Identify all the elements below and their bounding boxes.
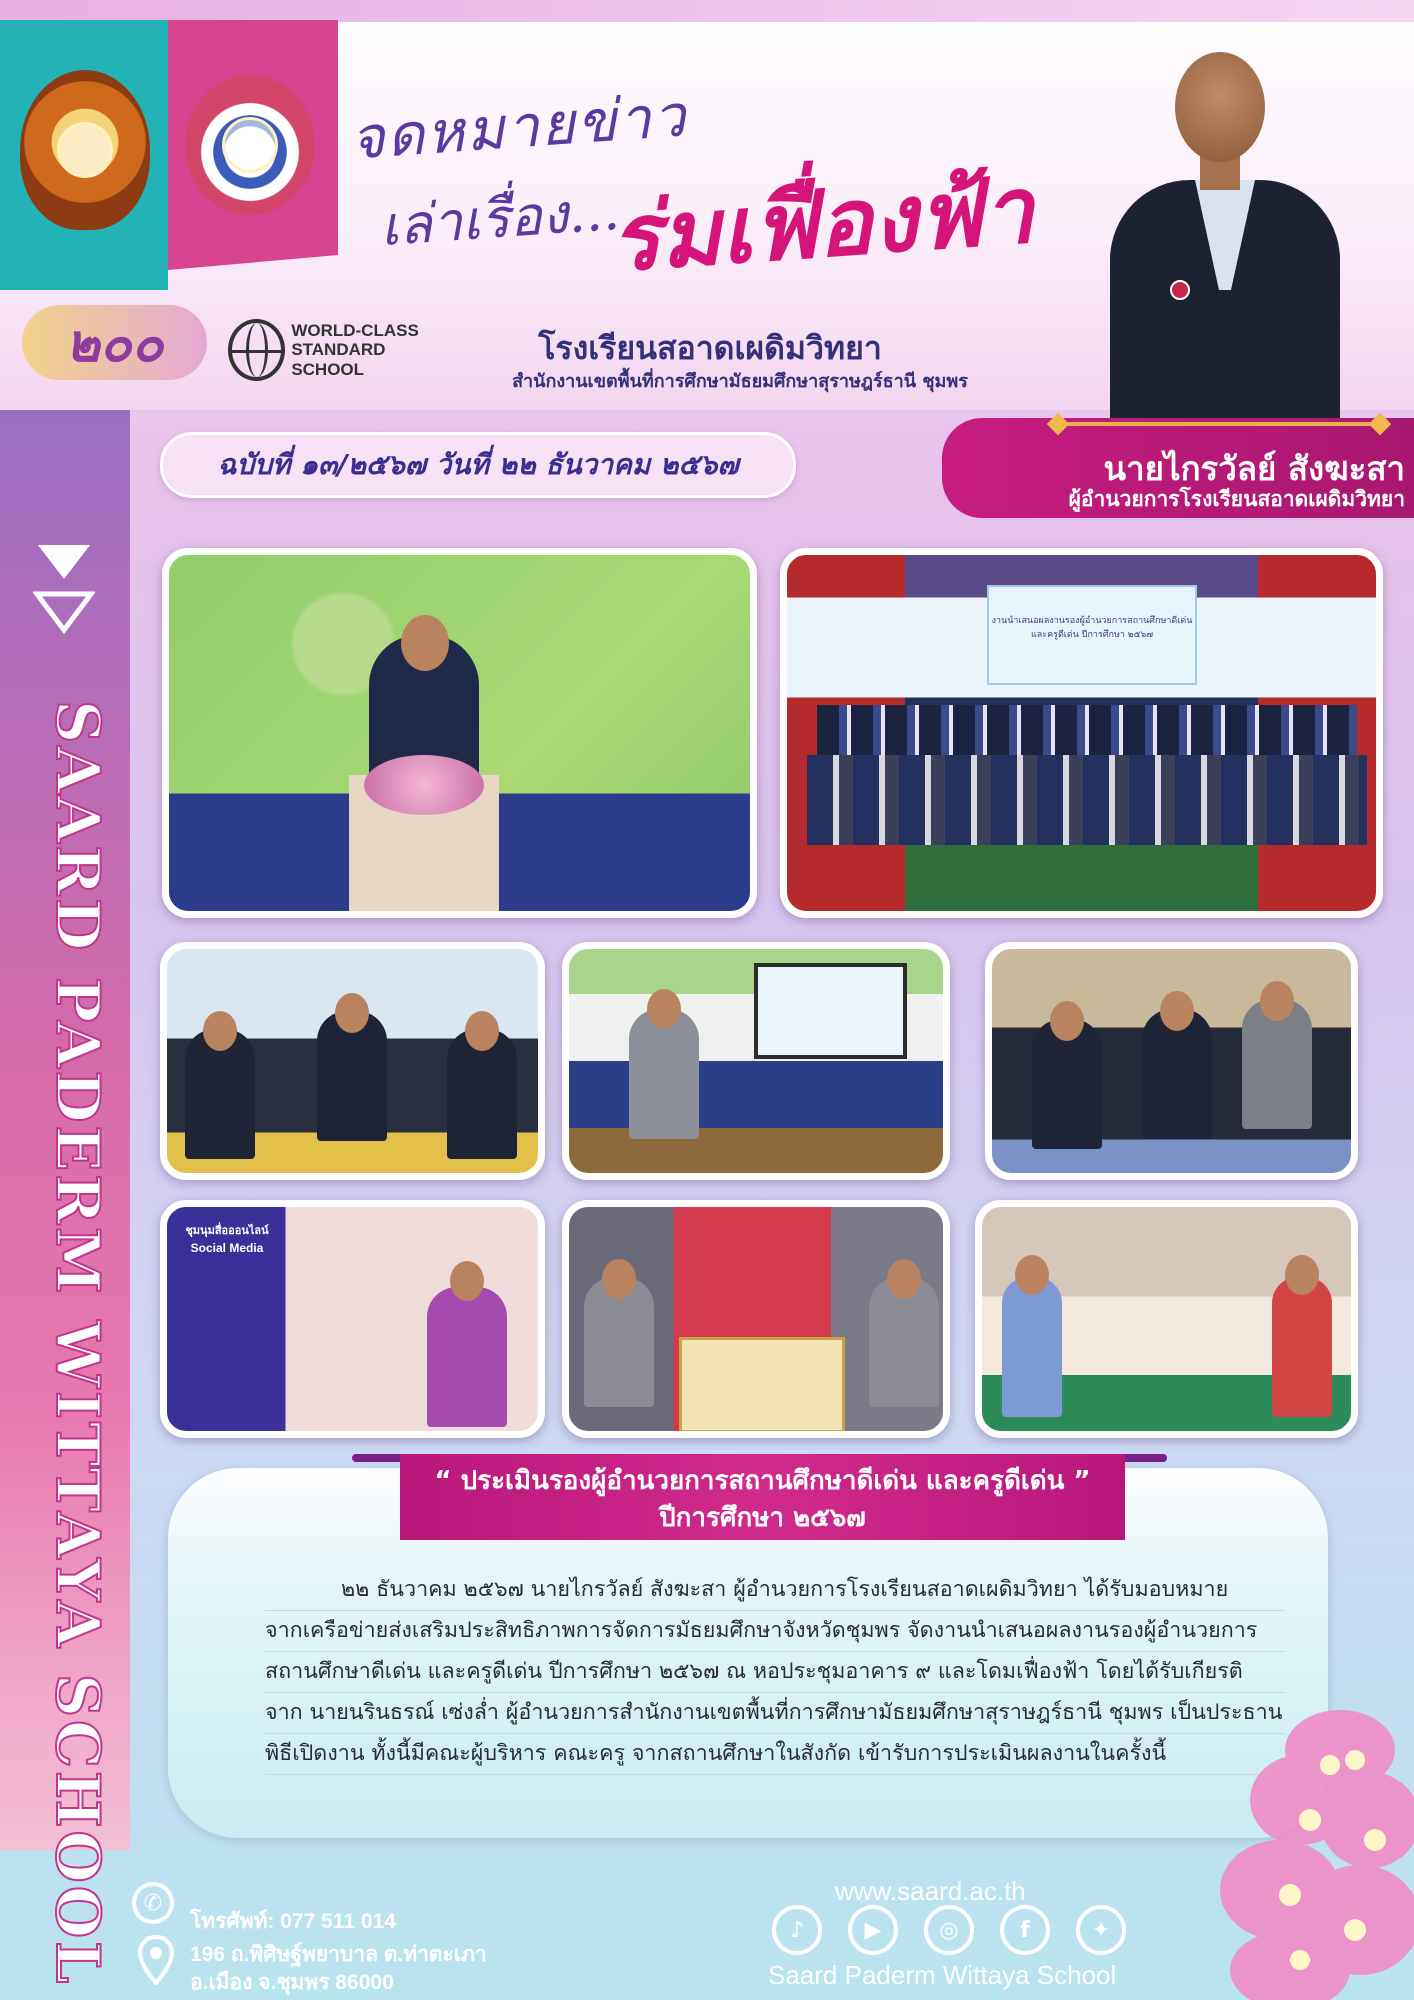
chevron-down-icon bbox=[38, 545, 90, 579]
footer-address-line1: 196 ถ.พิศิษฐ์พยาบาล ต.ท่าตะเภา bbox=[190, 1943, 487, 1966]
footer-address-line2: อ.เมือง จ.ชุมพร 86000 bbox=[190, 1971, 394, 1994]
bougainvillea-flower-icon bbox=[1180, 1690, 1414, 2000]
school-name: โรงเรียนสอาดเผดิมวิทยา bbox=[538, 329, 882, 367]
photo-certificate-table bbox=[975, 1200, 1358, 1438]
tiktok-icon[interactable]: ♪ bbox=[772, 1905, 822, 1955]
news-paragraph-line: ๒๒ ธันวาคม ๒๕๖๗ นายไกรวัลย์ สังฆะสา ผู้อำนวยการโรงเรียนสอาดเผดิมวิทยา ได้รับมอบหมาย bbox=[265, 1570, 1285, 1611]
newsletter-title-main: ร่มเฟื่องฟ้า bbox=[606, 155, 1037, 293]
world-class-school-logo bbox=[228, 310, 448, 390]
website-link[interactable]: www.saard.ac.th bbox=[835, 1876, 1026, 1906]
news-body bbox=[265, 1570, 1285, 1775]
stage-banner: งานนำเสนอผลงานรองผู้อำนวยการสถานศึกษาดีเด่น และครูดีเด่น ปีการศึกษา ๒๕๖๗ bbox=[987, 585, 1197, 685]
booth-banner-sub: Social Media bbox=[190, 1241, 264, 1255]
facebook-icon[interactable]: f bbox=[1000, 1905, 1050, 1955]
photo-group-stage bbox=[780, 548, 1383, 918]
twitter-icon[interactable]: ✦ bbox=[1076, 1905, 1126, 1955]
world-class-text: WORLD-CLASS bbox=[291, 320, 419, 340]
director-portrait bbox=[1110, 40, 1340, 430]
anniversary-200-logo: ๒๐๐ bbox=[22, 305, 207, 380]
obec-crest-logo bbox=[20, 70, 150, 230]
badge-pin-icon bbox=[1170, 280, 1190, 300]
school-crest-logo bbox=[185, 75, 315, 215]
news-subtitle: ปีการศึกษา ๒๕๖๗ bbox=[659, 1503, 866, 1533]
photo-speech-at-podium bbox=[162, 548, 757, 918]
booth-banner-title: ชุมนุมสื่อออนไลน์ bbox=[185, 1224, 269, 1237]
location-pin-icon bbox=[138, 1935, 174, 1985]
newsletter-title-line1: จดหมายข่าว bbox=[348, 81, 690, 173]
standard-school-text: STANDARD SCHOOL bbox=[291, 340, 386, 379]
footer-school-name: Saard Paderm Wittaya School bbox=[768, 1960, 1117, 1990]
news-paragraph-line: พิธีเปิดงาน ทั้งนี้มีคณะผู้บริหาร คณะครู จากสถานศึกษาในสังกัด เข้ารับการประเมินผลงานในครั้งนี้ bbox=[265, 1734, 1285, 1775]
issue-number-label: ฉบับที่ ๑๓/๒๕๖๗ วันที่ ๒๒ ธันวาคม ๒๕๖๗ bbox=[160, 432, 796, 498]
news-paragraph-line: จากเครือข่ายส่งเสริมประสิทธิภาพการจัดการมัธยมศึกษาจังหวัดชุมพร จัดงานนำเสนอผลงานรองผู้อำนวยการ bbox=[265, 1611, 1285, 1652]
news-title: “ ประเมินรองผู้อำนวยการสถานศึกษาดีเด่น และครูดีเด่น ” bbox=[434, 1466, 1091, 1496]
photo-exhibition-2 bbox=[985, 942, 1358, 1180]
news-paragraph-line: สถานศึกษาดีเด่น และครูดีเด่น ปีการศึกษา ๒๕๖๗ ณ หอประชุมอาคาร ๙ และโดมเฟื่องฟ้า โดยได้รับเกียรติ bbox=[265, 1652, 1285, 1693]
news-paragraph-line: จาก นายนรินธรณ์ เซ่งล่ำ ผู้อำนวยการสำนักงานเขตพื้นที่การศึกษามัธยมศึกษาสุราษฎร์ธานี ชุมพร เป็นประธาน bbox=[265, 1693, 1285, 1734]
director-name: นายไกรวัลย์ สังฆะสา bbox=[1103, 449, 1405, 488]
chevron-down-outline-icon bbox=[33, 590, 95, 636]
photo-presentation-screen bbox=[562, 942, 950, 1180]
office-name: สำนักงานเขตพื้นที่การศึกษามัธยมศึกษาสุราษฎร์ธานี ชุมพร bbox=[512, 371, 968, 392]
instagram-icon[interactable]: ◎ bbox=[924, 1905, 974, 1955]
photo-award-booth bbox=[562, 1200, 950, 1438]
photo-exhibition-1 bbox=[160, 942, 545, 1180]
top-strip bbox=[0, 0, 1414, 22]
youtube-icon[interactable]: ▶ bbox=[848, 1905, 898, 1955]
director-title: ผู้อำนวยการโรงเรียนสอาดเผดิมวิทยา bbox=[1068, 487, 1405, 511]
photo-social-media-booth bbox=[160, 1200, 545, 1438]
phone-icon: ✆ bbox=[132, 1882, 174, 1924]
vertical-school-name: SAARD PADERM WITTAYA SCHOOL bbox=[42, 700, 112, 1987]
newsletter-title-lead: เล่าเรื่อง... bbox=[378, 178, 622, 259]
globe-icon bbox=[228, 319, 285, 381]
social-links bbox=[772, 1905, 1126, 1955]
footer-phone: โทรศัพท์: 077 511 014 bbox=[190, 1910, 396, 1933]
gold-divider bbox=[1055, 422, 1385, 426]
